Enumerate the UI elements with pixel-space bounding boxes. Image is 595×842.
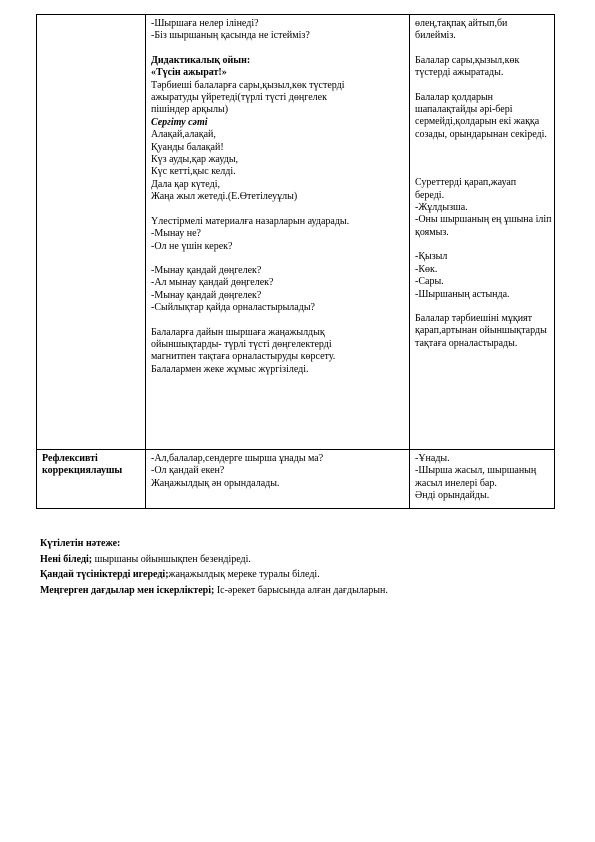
text-line: Жаңа жыл жетеді.(Е.Өтетілеуұлы)	[151, 191, 298, 203]
spacer	[415, 239, 549, 251]
text-line: Рефлексивті	[42, 453, 98, 464]
text-line: -Қызыл	[415, 251, 448, 263]
text-line: Суреттерді қарап,жауап	[415, 177, 517, 189]
children-activity-cell	[410, 15, 555, 450]
text-line: магнитпен тақтаға орналастыруды көрсету.	[151, 351, 336, 363]
text-line: -Көк.	[415, 263, 438, 275]
text-line: Дидактикалық ойын:	[151, 54, 251, 66]
table-row	[37, 15, 555, 450]
lesson-table	[36, 14, 555, 509]
text-line: -Шыршаға нелер ілінеді?	[151, 18, 259, 29]
text-line: Күс кетті,қыс келді.	[151, 166, 236, 178]
outcome-item: Нені біледі; шыршаны ойыншықпен безендіреді.	[40, 553, 251, 565]
text-line: Үлестірмелі материалға назарларын аударады.	[151, 215, 350, 227]
text-line: -Мынау не?	[151, 228, 201, 240]
spacer	[415, 153, 549, 165]
text-line: жасыл инелері бар.	[415, 477, 497, 489]
text-line: -Мынау қандай дөңгелек?	[151, 264, 262, 276]
text-line: береді.	[415, 189, 445, 201]
text-line: -Ал мынау қандай дөңгелек?	[151, 277, 274, 289]
text-line: -Ол не үшін керек?	[151, 240, 233, 252]
text-line: -Ол қандай екен?	[151, 465, 225, 477]
text-line: Әнді орындайды.	[415, 490, 490, 502]
text-line: пішіндер арқылы)	[151, 104, 229, 116]
spacer	[151, 315, 404, 327]
table-row	[37, 450, 555, 509]
text-line: коррекциялаушы	[42, 465, 123, 477]
text-line: -Мынау қандай дөңгелек?	[151, 289, 262, 301]
spacer	[151, 253, 404, 265]
spacer	[151, 43, 404, 55]
outcome-item: Қандай түсініктерді игереді;жаңажылдық мереке туралы біледі.	[40, 569, 320, 580]
outcome-item: Меңгерген дағдылар мен іскерліктері; Іс-әрекет барысында алған дағдыларын.	[40, 584, 388, 596]
text-line: сермейді,қолдарын екі жаққа	[415, 116, 540, 128]
text-line: -Шыршаның астында.	[415, 288, 510, 300]
text-line: Балаларға дайын шыршаға жаңажылдық	[151, 326, 325, 338]
teacher-activity-cell	[146, 15, 410, 450]
text-line: -Біз шыршаның қасында не істейміз?	[151, 30, 310, 42]
teacher-activity-cell	[146, 450, 410, 509]
spacer	[415, 165, 549, 177]
text-line: -Сары.	[415, 276, 444, 288]
text-line: түстерді ажыратады.	[415, 67, 504, 79]
text-line: Күз ауды,қар жауды,	[151, 154, 239, 166]
stage-cell	[37, 15, 146, 450]
spacer	[415, 141, 549, 153]
text-line: өлең,тақпақ айтып,би	[415, 18, 508, 29]
spacer	[415, 301, 549, 313]
text-line: Балалармен жеке жұмыс жүргізіледі.	[151, 363, 309, 375]
text-line: Тәрбиеші балаларға сары,қызыл,көк түстерді	[151, 79, 345, 91]
text-line: -Шырша жасыл, шыршаның	[415, 465, 537, 477]
expected-outcomes	[40, 536, 560, 598]
text-line: қоямыз.	[415, 226, 449, 238]
spacer	[415, 80, 549, 92]
text-line: Жаңажылдық ән орындалады.	[151, 477, 280, 489]
spacer	[151, 204, 404, 216]
text-line: Балалар сары,қызыл,көк	[415, 54, 520, 66]
text-line: қарап,артынан ойыншықтарды	[415, 325, 547, 337]
text-line: Алақай,алақай,	[151, 129, 216, 141]
text-line: шапалақтайды әрі-бері	[415, 104, 513, 116]
spacer	[415, 43, 549, 55]
stage-cell-reflection	[37, 450, 146, 509]
text-line: тақтаға орналастырады.	[415, 337, 518, 349]
text-line: -Ұнады.	[415, 453, 450, 464]
text-line: Қуанды балақай!	[151, 141, 224, 153]
text-line: -Оны шыршаның ең ұшына іліп	[415, 214, 552, 226]
text-line: Дала қар күтеді,	[151, 178, 220, 190]
text-line: Балалар тәрбиешіні мұқият	[415, 312, 533, 324]
text-line: Сергіту сәті	[151, 116, 208, 128]
text-line: -Жұлдызша.	[415, 202, 468, 214]
text-line: «Түсін ажырат!»	[151, 67, 227, 79]
text-line: ажыратуды үйретеді(түрлі түсті дөңгелек	[151, 92, 327, 104]
text-line: ойыншықтарды- түрлі түсті дөңгелектерді	[151, 338, 332, 350]
text-line: созады, орындарынан секіреді.	[415, 128, 547, 140]
text-line: -Сыйлықтар қайда орналастырылады?	[151, 302, 315, 314]
children-activity-cell	[410, 450, 555, 509]
text-line: Балалар қолдарын	[415, 91, 494, 103]
text-line: билейміз.	[415, 30, 456, 42]
text-line: -Ал,балалар,сендерге шырша ұнады ма?	[151, 453, 324, 464]
outcomes-heading: Күтілетін нәтеже:	[40, 538, 121, 549]
